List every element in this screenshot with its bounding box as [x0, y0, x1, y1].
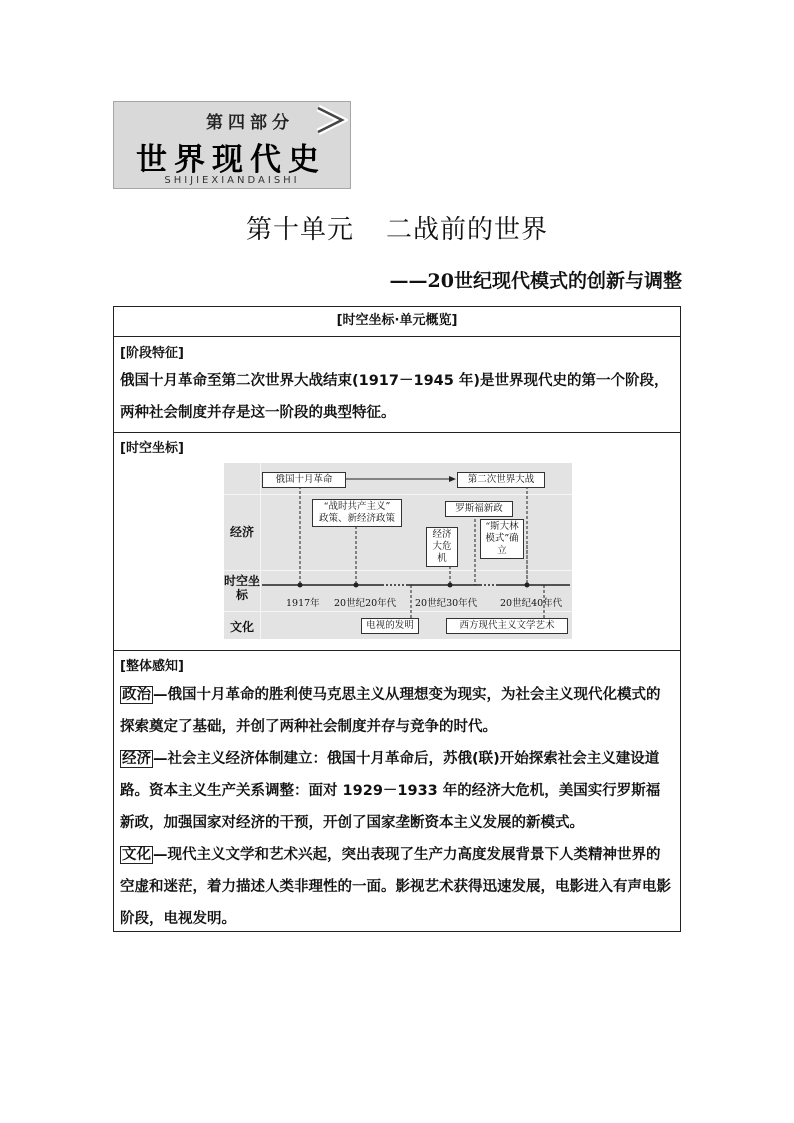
event-world-war-ii: 第二次世界大战 [457, 472, 545, 488]
unit-number: 第十单元 [245, 215, 354, 245]
tick-label: 20世纪40年代 [500, 598, 563, 609]
event-great-depression: 经济大危机 [426, 527, 458, 567]
politics-text: —俄国十月革命的胜利使马克思主义从理想变为现实，为社会主义现代化模式的探索奠定了基础，并创了两种社会制度并存与竞争的时代。 [120, 687, 661, 735]
unit-name: 二战前的世界 [386, 215, 549, 245]
culture-text: —现代主义文学和艺术兴起，突出表现了生产力高度发展背景下人类精神世界的空虚和迷茫，着力描述人类非理性的一面。影视艺术获得迅速发展，电影进入有声电影阶段，电视发明。 [120, 847, 671, 927]
row-label-culture: 文化 [229, 620, 254, 634]
tick-label: 20世纪20年代 [334, 598, 397, 609]
event-modernism: 西方现代主义文学艺术 [446, 618, 568, 634]
part-banner [113, 101, 351, 189]
unit-subtitle: ——20世纪现代模式的创新与调整 [389, 270, 682, 292]
row-label-economy: 经济 [229, 525, 254, 539]
tick-label: 20世纪30年代 [415, 598, 478, 609]
timeline-section [114, 433, 680, 651]
event-october-revolution: 俄国十月革命 [262, 472, 346, 488]
overall-section [114, 651, 680, 933]
chevron-right-icon [312, 103, 348, 137]
economy-text: —社会主义经济体制建立：俄国十月革命后，苏俄(联)开始探索社会主义建设道路。资本主义生产关系调整：面对 1929－1933 年的经济大危机，美国实行罗斯福新政，加强国家对经济的干预，开创了国家垄断资本主义发展的新模式。 [120, 751, 661, 831]
event-new-deal: 罗斯福新政 [445, 501, 513, 517]
tag-culture: 文化 [122, 847, 151, 863]
phase-text: 俄国十月革命至第二次世界大战结束(1917－1945 年)是世界现代史的第一个阶段，两种社会制度并存是这一阶段的典型特征。 [120, 373, 669, 421]
phase-section [114, 337, 680, 433]
event-stalin-model: “斯大林模式”确立 [480, 519, 524, 559]
event-war-communism: “战时共产主义” 政策、新经济政策 [312, 499, 402, 527]
part-title: 世界现代史 [136, 142, 326, 178]
timeline-label: [时空坐标] [120, 441, 184, 456]
timeline-figure [224, 463, 572, 639]
tick-label: 1917年 [286, 598, 320, 609]
row-label-axis: 时空坐标 [224, 574, 261, 602]
event-tv-invention: 电视的发明 [361, 618, 419, 634]
part-number: 第四部分 [206, 113, 294, 133]
table-header: [时空坐标·单元概览] [114, 307, 680, 337]
overall-text [120, 679, 674, 935]
part-pinyin: SHIJIEXIANDAISHI [164, 175, 300, 186]
overall-label: [整体感知] [120, 659, 184, 674]
tag-politics: 政治 [122, 687, 151, 703]
tag-economy: 经济 [122, 751, 151, 767]
overview-table [113, 306, 681, 932]
phase-label: [阶段特征] [120, 346, 184, 361]
unit-title [0, 209, 794, 246]
